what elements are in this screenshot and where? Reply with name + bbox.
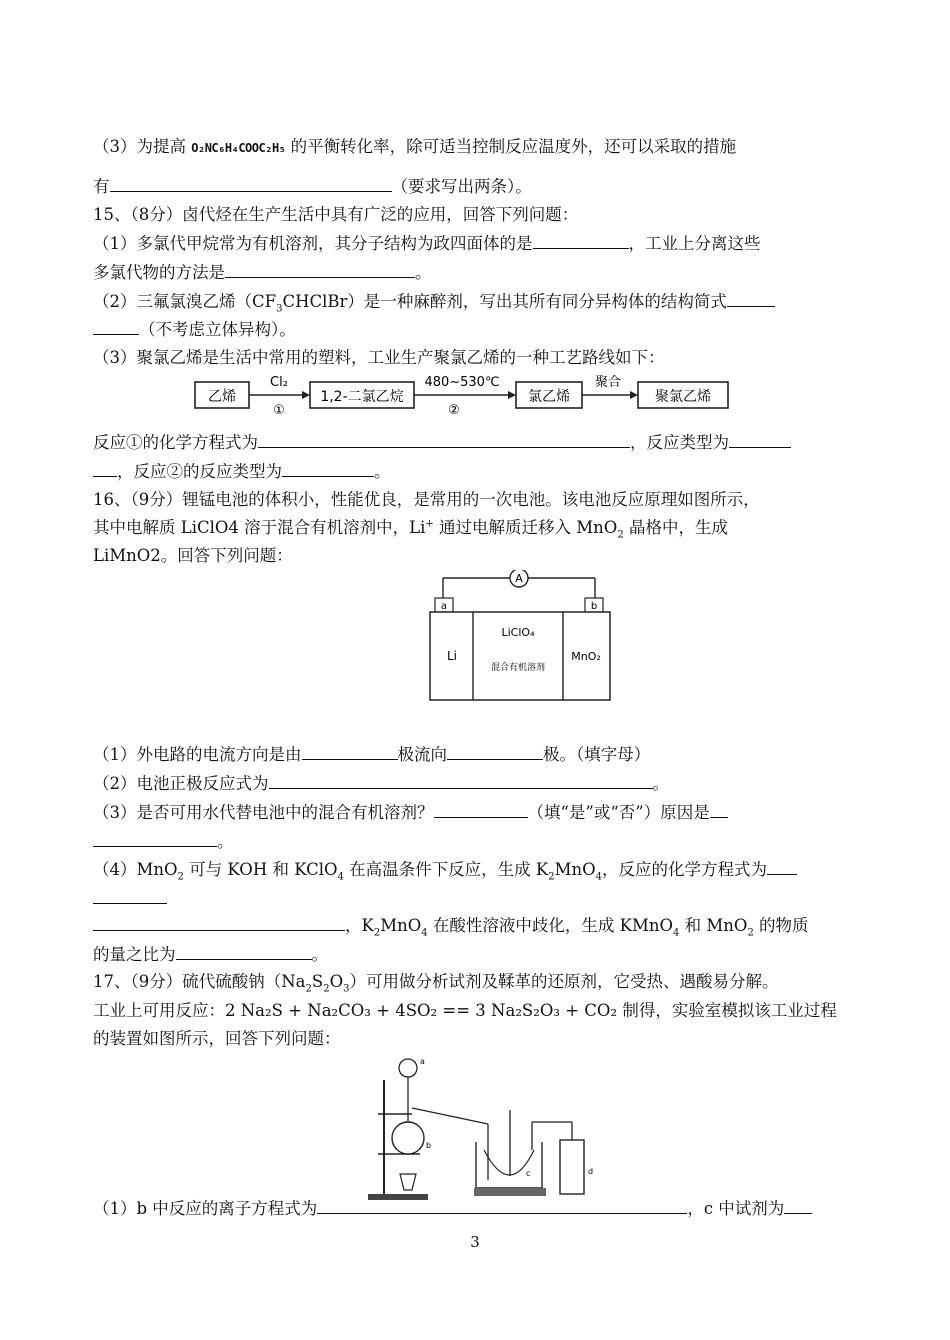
- flow-label-dichloroethane: 1,2-二氯乙烷: [320, 389, 404, 405]
- q16-2-text: （2）电池正极反应式为: [93, 774, 269, 793]
- subscript: 3: [343, 983, 350, 995]
- q15-3-line: （3）聚氯乙烯是生活中常用的塑料，工业生产聚氯乙烯的一种工艺路线如下：: [93, 348, 665, 367]
- q16-text-c: 晶格中，生成: [623, 518, 728, 537]
- subscript: 4: [421, 927, 428, 939]
- answer-blank[interactable]: [784, 1196, 812, 1214]
- q16-4-text-j: 的物质: [753, 916, 809, 935]
- subscript: 2: [548, 871, 555, 883]
- q16-3-end: 。: [217, 832, 234, 851]
- q16-4-text-d: MnO: [554, 860, 596, 879]
- q15-1-line2: [93, 260, 858, 285]
- q16-4-line2: [93, 886, 858, 911]
- answer-blank[interactable]: [434, 800, 528, 818]
- arrow-head-icon: [630, 391, 638, 399]
- q17-1-text2: ，c 中试剂为: [687, 1199, 785, 1218]
- answer-blank[interactable]: [93, 886, 167, 904]
- q17-1-line: [93, 1196, 858, 1221]
- q15-r-end: 。: [374, 462, 391, 481]
- q15-r-text3: ，反应②的反应类型为: [117, 462, 282, 481]
- answer-blank[interactable]: [225, 260, 415, 278]
- q16-4-line4: [93, 942, 858, 967]
- q15-1-text3: 多氯代物的方法是: [93, 263, 225, 282]
- label-d: d: [588, 1167, 594, 1176]
- q16-4-text-b: 可与 KOH 和 KClO: [183, 860, 338, 879]
- answer-blank[interactable]: [110, 174, 392, 192]
- q15-2-text3: （不考虑立体异构）。: [139, 320, 296, 339]
- q17-header: [93, 970, 858, 994]
- q16-4-text-e: ，反应的化学方程式为: [602, 860, 768, 879]
- answer-blank[interactable]: [176, 942, 312, 960]
- battery-cell-diagram: [425, 570, 615, 710]
- burner-icon: [400, 1174, 416, 1190]
- solvent-label: 混合有机溶剂: [490, 663, 546, 673]
- test-tube-d: [560, 1140, 584, 1194]
- q14-3-prefix: （3）为提高: [93, 137, 186, 156]
- answer-blank[interactable]: [710, 800, 728, 818]
- q16-4-text-c: 在高温条件下反应，生成 K: [343, 860, 549, 879]
- flow-label-pvc: 聚氯乙烯: [655, 389, 711, 405]
- q16-4-line3: [93, 913, 858, 938]
- q16-1-text3: 极。（填字母）: [543, 745, 651, 764]
- electrode-b-label: b: [590, 601, 598, 612]
- q17-text-b: S: [311, 972, 324, 991]
- q17-text-a: 17、（9分）硫代硫酸钠（Na: [93, 972, 306, 991]
- q17-1-text: （1）b 中反应的离子方程式为: [93, 1199, 318, 1218]
- q15-r-text: 反应①的化学方程式为: [93, 433, 258, 452]
- flow-label-vinyl-chloride: 氯乙烯: [528, 389, 570, 405]
- subscript: 2: [177, 871, 184, 883]
- q16-4-text-i: 和 MnO: [679, 916, 748, 935]
- q14-3-line2-suffix: （要求写出两条）。: [391, 177, 532, 196]
- ammeter-label: A: [515, 572, 523, 585]
- arrow-head-icon: [302, 391, 310, 399]
- subscript: 2: [747, 927, 754, 939]
- q15-reaction-line1: [93, 430, 858, 455]
- q16-3-text2: （填“是”或“否”）原因是: [527, 803, 710, 822]
- q15-1-text2: ，工业上分离这些: [628, 234, 761, 253]
- q16-4-text-h: 在酸性溶液中歧化，生成 KMnO: [427, 916, 674, 935]
- answer-blank[interactable]: [93, 459, 117, 477]
- q16-4-text-a: （4）MnO: [93, 860, 178, 879]
- q16-4-text-f: ，K: [345, 916, 374, 935]
- answer-blank[interactable]: [93, 317, 139, 335]
- q14-3-line2-prefix: 有: [93, 177, 110, 196]
- q15-reaction-line2: [93, 459, 858, 484]
- q15-1-end: 。: [415, 263, 432, 282]
- q16-text-a: 其中电解质 LiClO4 溶于混合有机溶剂中，Li: [93, 518, 426, 537]
- q17-text-d: ）可用做分析试剂及鞣革的还原剂，它受热、遇酸易分解。: [349, 972, 779, 991]
- q15-2-text: （2）三氟氯溴乙烯（CF: [93, 292, 277, 311]
- subscript: 4: [673, 927, 680, 939]
- q14-3-line1: [93, 135, 858, 160]
- q15-2-text2: CHClBr）是一种麻醉剂，写出其所有同分异构体的结构简式: [282, 292, 727, 311]
- arrow-head-icon: [508, 391, 516, 399]
- q16-4-text-k: 的量之比为: [93, 945, 176, 964]
- q16-4-end: 。: [311, 945, 328, 964]
- flow-label-ethylene: 乙烯: [208, 389, 236, 405]
- q15-1-line1: [93, 231, 858, 256]
- q16-3-text: （3）是否可用水代替电池中的混合有机溶剂？: [93, 803, 434, 822]
- q16-2-line: [93, 771, 858, 796]
- ester-formula: O₂NC₆H₄COOC₂H₅: [191, 141, 286, 155]
- subscript: 4: [595, 871, 603, 883]
- q15-2-line2: [93, 317, 858, 342]
- flow-arrow1-step: ①: [273, 403, 285, 418]
- q16-header: 16、（9分）锂锰电池的体积小，性能优良，是常用的一次电池。该电池反应原理如图所示，: [93, 490, 760, 509]
- q16-3-line2: [93, 829, 858, 854]
- label-a: a: [420, 1057, 425, 1066]
- q15-r-text2: ，反应类型为: [630, 433, 729, 452]
- answer-blank[interactable]: [727, 289, 775, 307]
- flow-arrow3-label: 聚合: [594, 375, 622, 390]
- q16-2-end: 。: [652, 774, 669, 793]
- page-number: 3: [470, 1233, 480, 1251]
- flow-arrow2-step: ②: [448, 403, 460, 418]
- answer-blank[interactable]: [317, 1196, 687, 1214]
- answer-blank[interactable]: [93, 829, 217, 847]
- q15-header: 15、（8分）卤代烃在生产生活中具有广泛的应用，回答下列问题：: [93, 205, 579, 224]
- subscript: 2: [373, 927, 381, 939]
- q17-line3: 的装置如图所示，回答下列问题：: [93, 1029, 341, 1048]
- subscript: 2: [617, 529, 624, 541]
- electrolyte-label: LiClO₄: [501, 626, 535, 639]
- q16-4-line1: [93, 857, 858, 882]
- answer-blank[interactable]: [269, 771, 653, 789]
- q14-3-line2: [93, 174, 858, 199]
- label-c: c: [526, 1169, 531, 1178]
- label-b: b: [426, 1141, 432, 1150]
- flask-b: [392, 1122, 424, 1154]
- anode-label: Li: [446, 649, 458, 663]
- apparatus-diagram: [360, 1050, 600, 1202]
- pvc-process-flow: [190, 368, 750, 424]
- superscript: +: [425, 518, 434, 530]
- flow-arrow1-reagent: Cl₂: [270, 375, 288, 390]
- q16-1-text2: 极流向: [397, 745, 447, 764]
- q17-text-c: O: [329, 972, 344, 991]
- answer-blank[interactable]: [533, 231, 629, 249]
- answer-blank[interactable]: [302, 742, 398, 760]
- flow-arrow2-condition: 480~530℃: [424, 375, 500, 390]
- answer-blank[interactable]: [767, 857, 797, 875]
- q16-line2: [93, 516, 858, 540]
- answer-blank[interactable]: [729, 430, 791, 448]
- subscript: 2: [305, 983, 312, 995]
- electrode-a-label: a: [440, 601, 448, 612]
- q16-3-line1: [93, 800, 858, 825]
- subscript: 2: [323, 983, 330, 995]
- q15-2-line1: [93, 289, 858, 314]
- answer-blank[interactable]: [447, 742, 543, 760]
- cathode-label: MnO₂: [571, 650, 601, 663]
- answer-blank[interactable]: [282, 459, 374, 477]
- subscript: 3: [276, 303, 283, 315]
- q16-1-line: [93, 742, 858, 767]
- delivery-tube: [412, 1108, 488, 1124]
- q16-line3: LiMnO2。回答下列问题：: [93, 546, 293, 565]
- q16-1-text: （1）外电路的电流方向是由: [93, 745, 302, 764]
- q14-3-suffix: 的平衡转化率，除可适当控制反应温度外，还可以采取的措施: [290, 137, 737, 156]
- hot-plate: [474, 1188, 546, 1196]
- q15-1-text: （1）多氯代甲烷常为有机溶剂，其分子结构为政四面体的是: [93, 234, 533, 253]
- q17-line2: 工业上可用反应：2 Na₂S + Na₂CO₃ + 4SO₂ == 3 Na₂S₂O₃ + CO₂ 制得，实验室模拟该工业过程: [93, 1001, 837, 1020]
- dropping-funnel: [399, 1059, 417, 1077]
- q16-4-text-g: MnO: [380, 916, 422, 935]
- answer-blank[interactable]: [93, 913, 345, 931]
- q16-text-b: 通过电解质迁移入 MnO: [433, 518, 618, 537]
- subscript: 4: [337, 871, 344, 883]
- answer-blank[interactable]: [258, 430, 630, 448]
